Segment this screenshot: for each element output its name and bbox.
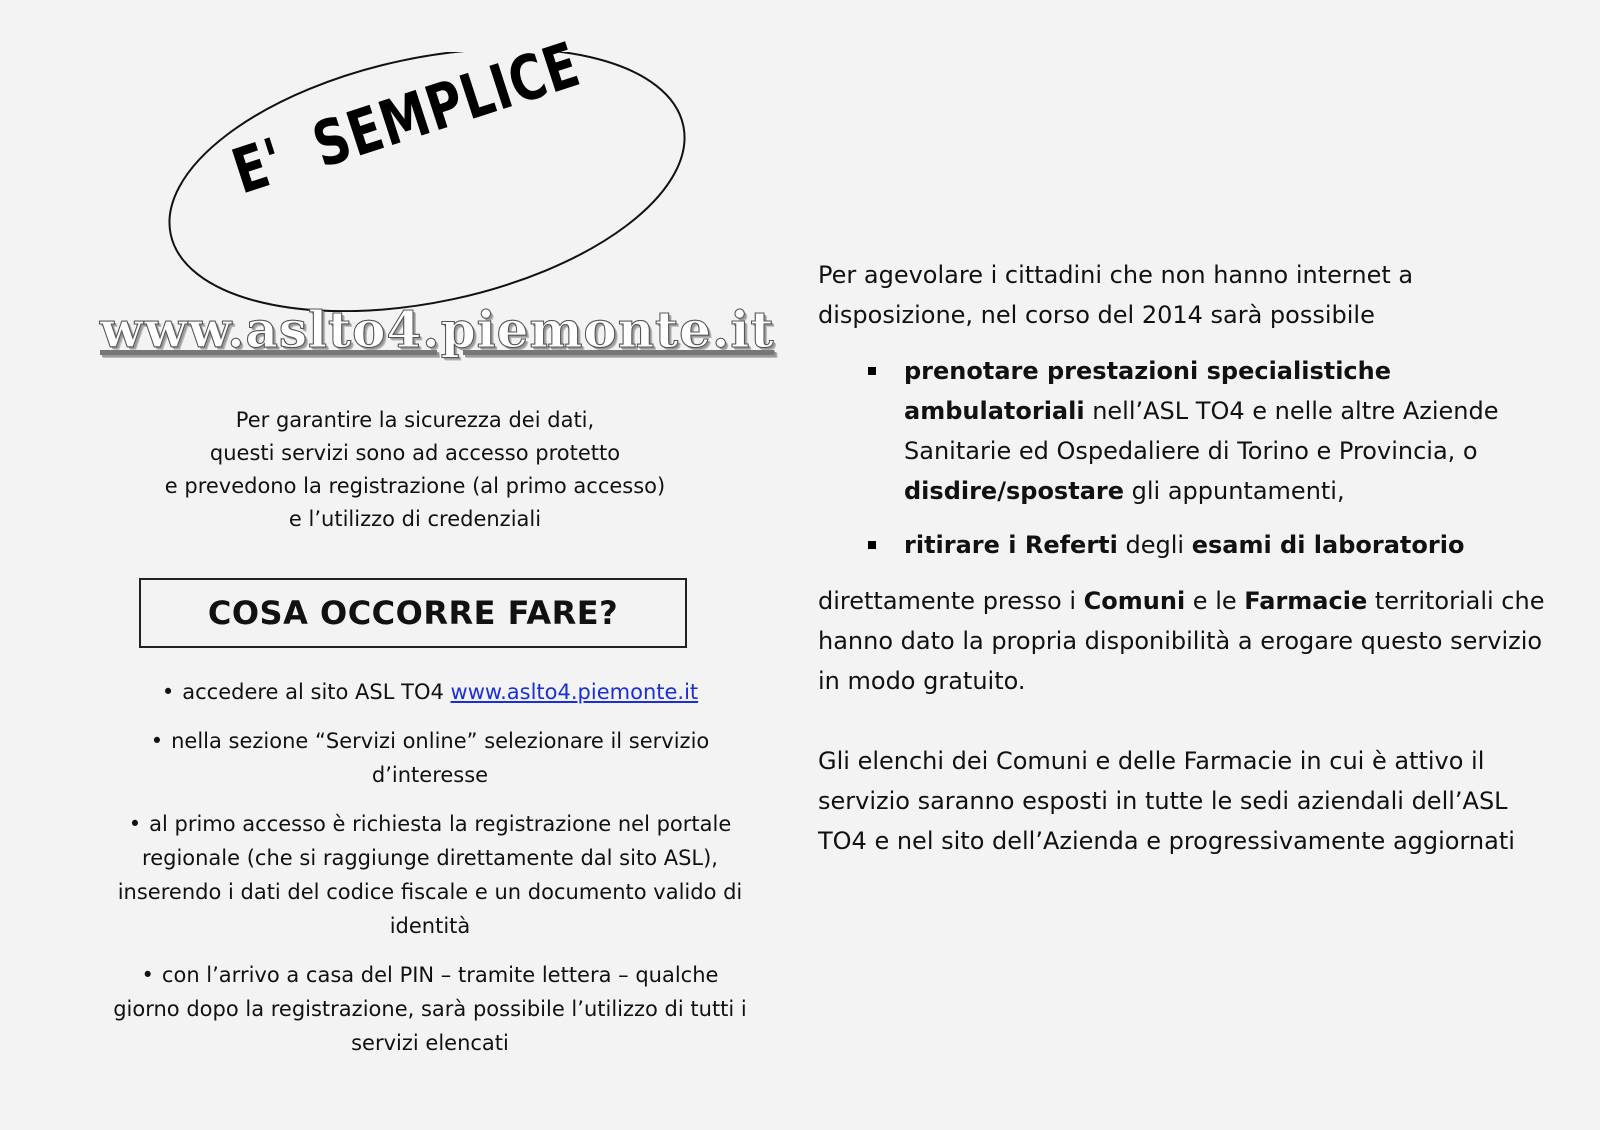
right-column xyxy=(818,255,1563,861)
intro-line: questi servizi sono ad accesso protetto xyxy=(209,441,621,465)
bullet-icon: • xyxy=(128,812,142,836)
intro-line: Per garantire la sicurezza dei dati, xyxy=(235,408,595,432)
para-bold: Comuni xyxy=(1083,587,1186,615)
para-text: direttamente presso i xyxy=(818,587,1084,615)
asl-website-link[interactable]: www.aslto4.piemonte.it xyxy=(450,680,699,704)
square-bullet-icon xyxy=(868,541,876,549)
spacer xyxy=(818,701,1563,741)
security-intro xyxy=(95,404,735,536)
bullet-icon: • xyxy=(150,729,164,753)
headline-badge xyxy=(165,27,705,312)
list-item xyxy=(105,675,755,709)
service-bold: ritirare i Referti xyxy=(904,531,1118,559)
list-item xyxy=(904,525,1563,565)
bullet-icon: • xyxy=(141,963,154,987)
para-bold: Farmacie xyxy=(1244,587,1368,615)
list-item xyxy=(105,807,755,943)
locations-paragraph xyxy=(818,581,1563,701)
steps-list xyxy=(105,675,755,1075)
step-text: al primo accesso è richiesta la registrazione nel portale regionale (che si raggiunge direttamente dal sito ASL), inserendo i dati del codice fiscale e un documento valido di identità xyxy=(117,812,743,938)
lists-paragraph: Gli elenchi dei Comuni e delle Farmacie in cui è attivo il servizio saranno esposti in tutte le sedi aziendali dell’ASL TO4 e nel sito dell’Azienda e progressivamente aggiornati xyxy=(818,747,1515,855)
intro-line: e prevedono la registrazione (al primo accesso) xyxy=(164,474,666,498)
step-text: nella sezione “Servizi online” selezionare il servizio d’interesse xyxy=(171,729,710,787)
right-intro: Per agevolare i cittadini che non hanno internet a disposizione, nel corso del 2014 sarà possibile xyxy=(818,261,1414,329)
section-title: COSA OCCORRE FARE? xyxy=(207,594,619,632)
service-text: gli appuntamenti, xyxy=(1124,477,1345,505)
para-text: territoriali che hanno dato la propria disponibilità a erogare questo servizio in modo gratuito. xyxy=(818,587,1545,695)
bullet-icon: • xyxy=(161,680,175,704)
list-item xyxy=(105,724,755,792)
service-bold: esami di laboratorio xyxy=(1191,531,1465,559)
list-item xyxy=(904,351,1563,511)
step-text: accedere al sito ASL TO4 xyxy=(182,680,451,704)
service-text: nell’ASL TO4 e nelle altre Aziende Sanitarie ed Ospedaliere di Torino e Provincia, o xyxy=(904,397,1499,465)
service-bold: disdire/spostare xyxy=(904,477,1124,505)
service-bold: prenotare prestazioni specialistiche ambulatoriali xyxy=(904,357,1392,425)
section-title-box xyxy=(139,578,687,648)
step-text: con l’arrivo a casa del PIN – tramite lettera – qualche giorno dopo la registrazione, sarà possibile l’utilizzo di tutti i servizi elencati xyxy=(113,963,747,1055)
headline-text: E' SEMPLICE xyxy=(223,27,589,209)
service-text: degli xyxy=(1117,531,1192,559)
website-logo: www.aslto4.piemonte.it xyxy=(100,300,775,359)
list-item xyxy=(105,958,755,1060)
para-text: e le xyxy=(1185,587,1245,615)
square-bullet-icon xyxy=(868,367,876,375)
services-list xyxy=(818,351,1563,565)
intro-line: e l’utilizzo di credenziali xyxy=(288,507,542,531)
